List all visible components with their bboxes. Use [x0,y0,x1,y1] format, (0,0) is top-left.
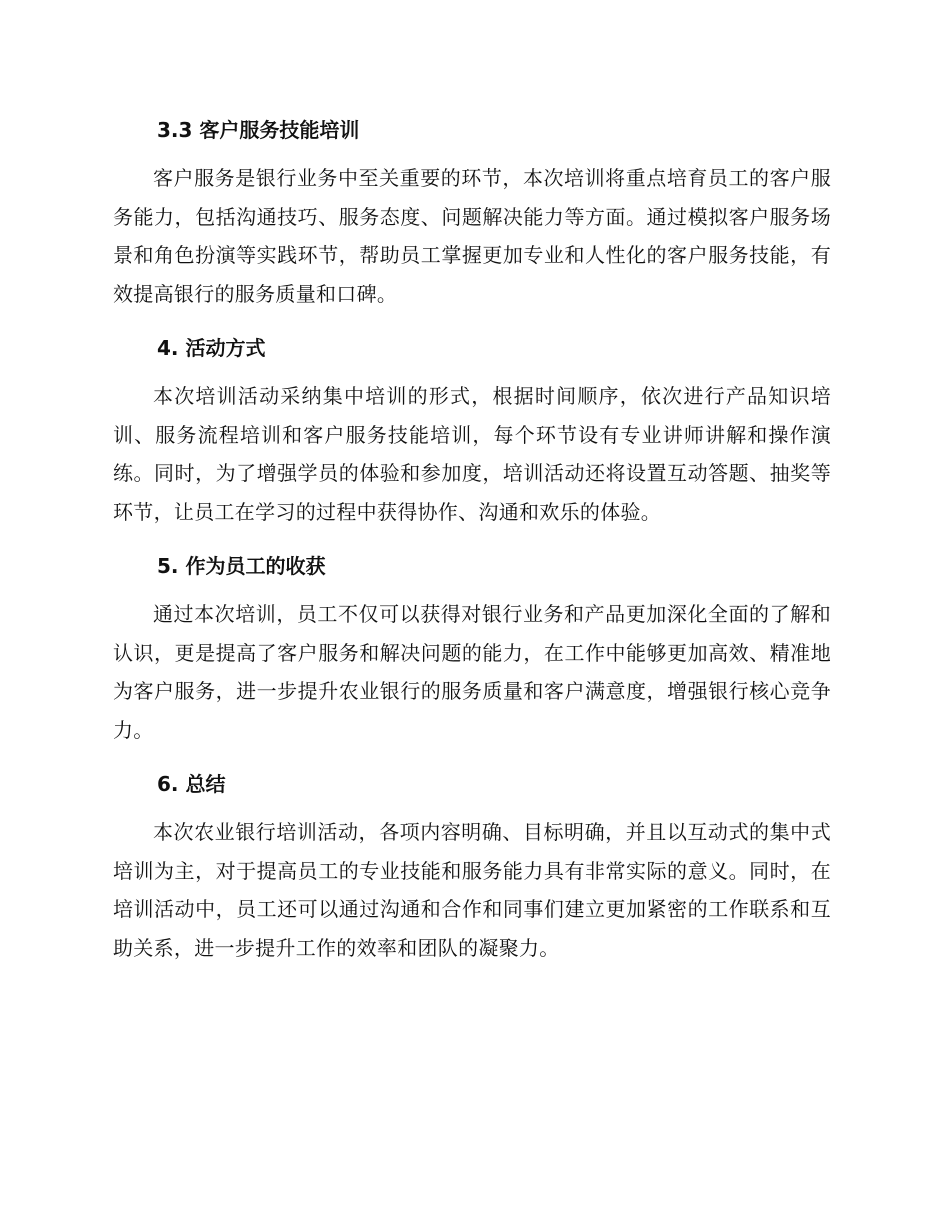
section-heading-customer-service-training: 3.3 客户服务技能培训 [157,118,360,142]
section-heading-activity-format: 4. 活动方式 [157,336,266,360]
section-paragraph-activity-format: 本次培训活动采纳集中培训的形式，根据时间顺序，依次进行产品知识培训、服务流程培训和客户服务技能培训，每个环节设有专业讲师讲解和操作演练。同时，为了增强学员的体验和参加度，培训活动还将设置互动答题、抽奖等环节，让员工在学习的过程中获得协作、沟通和欢乐的体验。 [113,384,831,524]
document-body [113,112,831,984]
section-paragraph-employee-gains: 通过本次培训，员工不仅可以获得对银行业务和产品更加深化全面的了解和认识，更是提高了客户服务和解决问题的能力，在工作中能够更加高效、精准地为客户服务，进一步提升农业银行的服务质量和客户满意度，增强银行核心竞争力。 [113,602,831,742]
section-heading-employee-gains: 5. 作为员工的收获 [157,554,326,578]
section-paragraph-summary: 本次农业银行培训活动，各项内容明确、目标明确，并且以互动式的集中式培训为主，对于提高员工的专业技能和服务能力具有非常实际的意义。同时，在培训活动中，员工还可以通过沟通和合作和同事们建立更加紧密的工作联系和互助关系，进一步提升工作的效率和团队的凝聚力。 [113,820,831,960]
section-heading-summary: 6. 总结 [157,772,226,796]
section-paragraph-customer-service-training: 客户服务是银行业务中至关重要的环节，本次培训将重点培育员工的客户服务能力，包括沟通技巧、服务态度、问题解决能力等方面。通过模拟客户服务场景和角色扮演等实践环节，帮助员工掌握更加专业和人性化的客户服务技能，有效提高银行的服务质量和口碑。 [113,166,831,306]
